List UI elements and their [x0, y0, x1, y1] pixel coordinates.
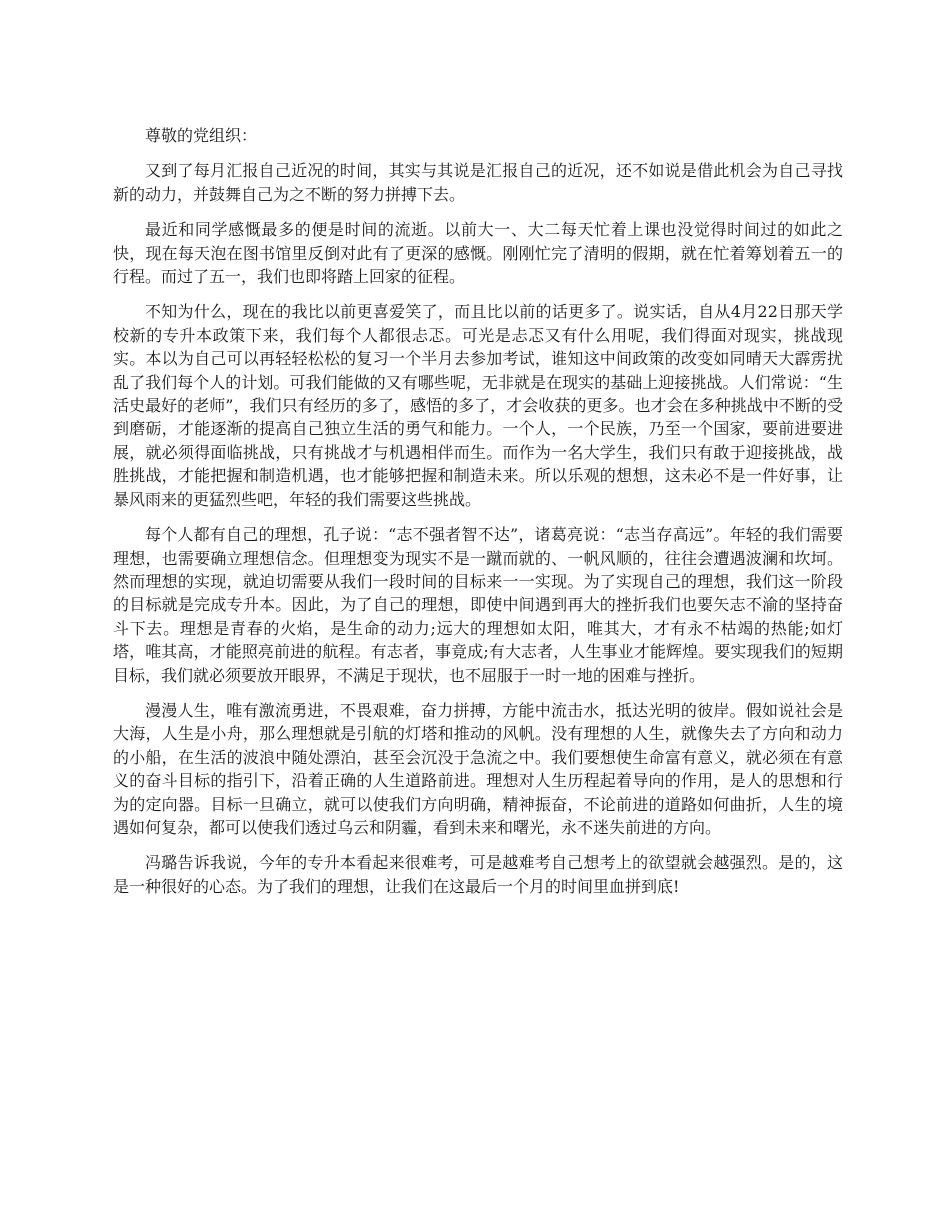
document-body	[113, 124, 843, 910]
paragraph-5: 漫漫人生，唯有激流勇进，不畏艰难，奋力拼搏，方能中流击水，抵达光明的彼岸。假如说社会是大海，人生是小舟，那么理想就是引航的灯塔和推动的风帆。没有理想的人生，就像失去了方向和动力的小船，在生活的波浪中随处漂泊，甚至会沉没于急流之中。我们要想使生命富有意义，就必须在有意义的奋斗目标的指引下，沿着正确的人生道路前进。理想对人生历程起着导向的作用，是人的思想和行为的定向器。目标一旦确立，就可以使我们方向明确，精神振奋，不论前进的道路如何曲折，人生的境遇如何复杂，都可以使我们透过乌云和阴霾，看到未来和曙光，永不迷失前进的方向。	[113, 700, 843, 837]
paragraph-4: 每个人都有自己的理想，孔子说：“志不强者智不达”，诸葛亮说：“志当存高远”。年轻的我们需要理想，也需要确立理想信念。但理想变为现实不是一蹴而就的、一帆风顺的，往往会遭遇波澜和坎坷。然而理想的实现，就迫切需要从我们一段时间的目标来一一实现。为了实现自己的理想，我们这一阶段的目标就是完成专升本。因此，为了自己的理想，即使中间遇到再大的挫折我们也要矢志不渝的坚持奋斗下去。理想是青春的火焰，是生命的动力;远大的理想如太阳，唯其大，才有永不枯竭的热能;如灯塔，唯其高，才能照亮前进的航程。有志者，事竟成;有大志者，人生事业才能辉煌。要实现我们的短期目标，我们就必须要放开眼界，不满足于现状，也不屈服于一时一地的困难与挫折。	[113, 525, 843, 685]
paragraph-1: 又到了每月汇报自己近况的时间，其实与其说是汇报自己的近况，还不如说是借此机会为自己寻找新的动力，并鼓舞自己为之不断的努力拼搏下去。	[113, 161, 843, 204]
paragraph-2: 最近和同学感慨最多的便是时间的流逝。以前大一、大二每天忙着上课也没觉得时间过的如此之快，现在每天泡在图书馆里反倒对此有了更深的感慨。刚刚忙完了清明的假期，就在忙着筹划着五一的行程。而过了五一，我们也即将踏上回家的征程。	[113, 220, 843, 287]
paragraph-6: 冯璐告诉我说，今年的专升本看起来很难考，可是越难考自己想考上的欲望就会越强烈。是的，这是一种很好的心态。为了我们的理想，让我们在这最后一个月的时间里血拼到底!	[113, 853, 843, 896]
paragraph-3: 不知为什么，现在的我比以前更喜爱笑了，而且比以前的话更多了。说实话，自从4月22日那天学校新的专升本政策下来，我们每个人都很忐忑。可光是忐忑又有什么用呢，我们得面对现实，挑战现实。本以为自己可以再轻轻松松的复习一个半月去参加考试，谁知这中间政策的改变如同晴天大霹雳扰乱了我们每个人的计划。可我们能做的又有哪些呢，无非就是在现实的基础上迎接挑战。人们常说：“生活史最好的老师”，我们只有经历的多了，感悟的多了，才会收获的更多。也才会在多种挑战中不断的受到磨砺，才能逐渐的提高自己独立生活的勇气和能力。一个人，一个民族，乃至一个国家，要前进要进展，就必须得面临挑战，只有挑战才与机遇相伴而生。而作为一名大学生，我们只有敢于迎接挑战，战胜挑战，才能把握和制造机遇，也才能够把握和制造未来。所以乐观的想想，这未必不是一件好事，让暴风雨来的更猛烈些吧，年轻的我们需要这些挑战。	[113, 302, 843, 509]
salutation: 尊敬的党组织：	[145, 126, 258, 145]
